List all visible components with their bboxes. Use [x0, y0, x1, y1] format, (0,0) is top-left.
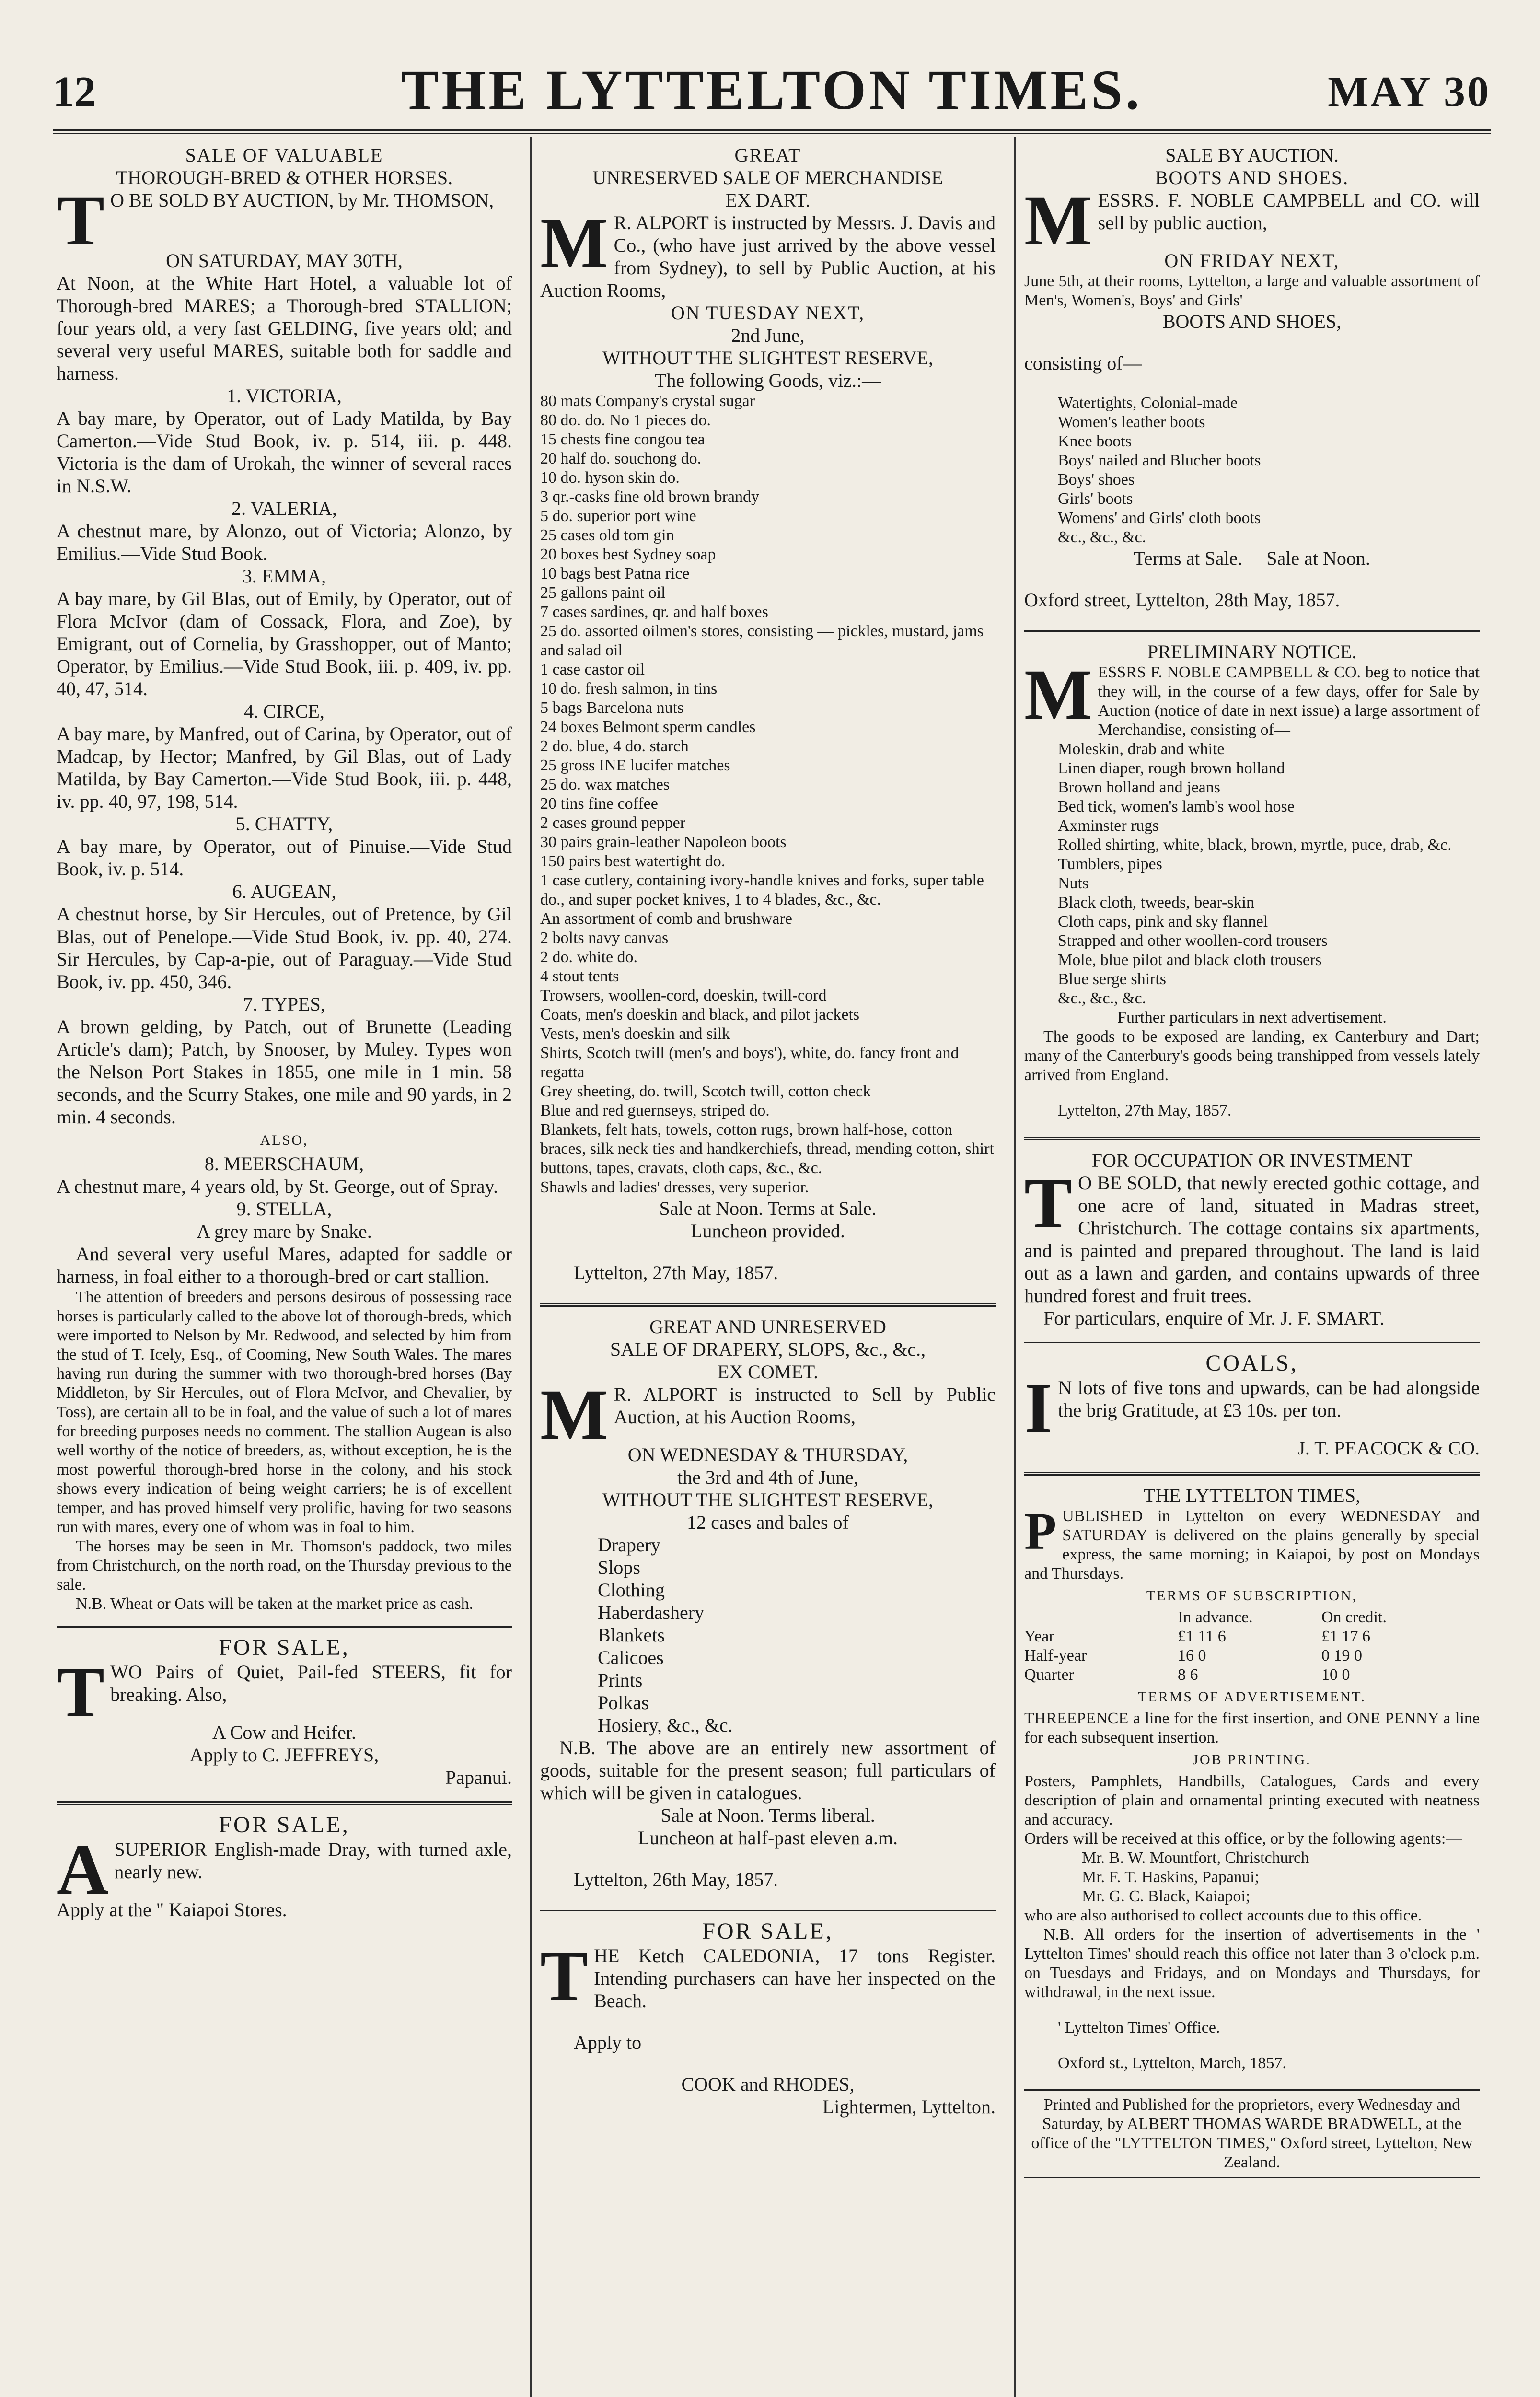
ad-line: Apply to C. JEFFREYS, — [189, 1744, 379, 1766]
column-2 — [540, 144, 996, 2118]
list-item: Grey sheeting, do. twill, Scotch twill, cotton check — [540, 1082, 871, 1100]
ad-heading: FOR SALE, — [702, 1919, 834, 1944]
ad-place-date: Oxford street, Lyttelton, 28th May, 1857. — [1024, 589, 1340, 611]
horse-pedigree: A grey mare by Snake. — [197, 1221, 372, 1242]
list-item: Blankets, felt hats, towels, cotton rugs, brown half-hose, cotton braces, silk neck ties and handkerchiefs, thread, mending cotton, shirt buttons, tapes, cravats, cloth caps, &c., &c. — [540, 1121, 994, 1177]
ad-date: the 3rd and 4th of June, — [677, 1466, 858, 1488]
ad-paragraph: For particulars, enquire of Mr. J. F. SMART. — [1043, 1307, 1385, 1329]
ad-lead: ESSRS. F. NOBLE CAMPBELL and CO. will sell by public auction, — [1098, 189, 1480, 233]
goods-list — [1024, 394, 1480, 547]
horse-pedigree: A chestnut mare, by Alonzo, out of Victoria; Alonzo, by Emilius.—Vide Stud Book. — [57, 520, 512, 564]
column-3 — [1024, 144, 1480, 2178]
list-item: Calicoes — [598, 1647, 664, 1668]
list-item: 25 gallons paint oil — [540, 584, 666, 602]
rate-label: Quarter — [1024, 1666, 1074, 1684]
rate-value: £1 11 6 — [1178, 1628, 1226, 1645]
list-item: An assortment of comb and brushware — [540, 910, 792, 928]
drop-cap: M — [540, 1375, 608, 1454]
ad-paragraph: N.B. The above are an entirely new assortment of goods, suitable for the present season; full particulars of which will be given in catalogues. — [540, 1737, 996, 1804]
list-item: Cloth caps, pink and sky flannel — [1058, 913, 1268, 931]
ad-reserve: WITHOUT THE SLIGHTEST RESERVE, — [602, 347, 934, 369]
ad-divider — [540, 1303, 996, 1307]
newspaper-title: THE LYTTELTON TIMES. — [401, 58, 1143, 121]
list-item: Haberdashery — [598, 1602, 705, 1623]
ad-terms: Sale at Noon. Terms liberal. — [660, 1804, 875, 1826]
ad-divider — [1024, 1472, 1480, 1476]
drop-cap: A — [57, 1830, 109, 1909]
rates-row — [1024, 1627, 1480, 1646]
goods-list — [1024, 740, 1480, 1008]
advertisement-heading: TERMS OF ADVERTISEMENT. — [1138, 1689, 1366, 1705]
list-item: Prints — [598, 1669, 643, 1691]
drop-cap: T — [57, 1652, 105, 1732]
horse-name: 9. STELLA, — [236, 1198, 332, 1220]
list-item: Knee boots — [1058, 432, 1132, 450]
office-line: ' Lyttelton Times' Office. — [1058, 2019, 1220, 2036]
list-item: 2 bolts navy canvas — [540, 929, 669, 947]
horse-pedigree: A bay mare, by Operator, out of Lady Matilda, by Bay Camerton.—Vide Stud Book, iv. p. 514, iii. p. 448. Victoria is the dam of Urokah, the winner of several races in N.S.W. — [57, 407, 512, 497]
ad-body: June 5th, at their rooms, Lyttelton, a large and valuable assortment of Men's, Women's, Boys' and Girls' — [1024, 272, 1480, 309]
list-item: Drapery — [598, 1534, 661, 1556]
ad-heading: SALE OF DRAPERY, SLOPS, &c., &c., — [610, 1338, 926, 1360]
ad-heading: FOR SALE, — [219, 1812, 350, 1838]
rates-col-header: In advance. — [1178, 1608, 1253, 1626]
masthead-rule — [53, 129, 1491, 134]
list-item: 30 pairs grain-leather Napoleon boots — [540, 833, 787, 851]
horse-pedigree: A brown gelding, by Patch, out of Brunette (Leading Article's dam); Patch, by Snooser, by Muley. Types won the Nelson Port Stakes in 1855, one mile in 1 min. 58 seconds, and the Scurry Stakes, one mile and 90 yards, in 2 min. 4 seconds. — [57, 1016, 512, 1128]
list-item: &c., &c., &c. — [1058, 528, 1146, 546]
list-item: Moleskin, drab and white — [1058, 740, 1225, 758]
horse-name: 1. VICTORIA, — [227, 385, 342, 407]
ad-paragraph: N.B. All orders for the insertion of advertisements in the ' Lyttelton Times' should reach this office not later than 3 o'clock p.m. on Tuesdays and Fridays, and on Mondays and Thursdays, for withdrawal, in the next issue. — [1024, 1926, 1480, 2001]
ad-divider — [1024, 630, 1480, 632]
list-item: 20 tins fine coffee — [540, 795, 658, 813]
ad-date: 2nd June, — [731, 325, 805, 346]
rate-value: 16 0 — [1178, 1647, 1206, 1664]
ad-reserve: WITHOUT THE SLIGHTEST RESERVE, — [602, 1489, 934, 1511]
drapery-sale-ad — [540, 1315, 996, 1891]
ad-heading: EX COMET. — [717, 1361, 819, 1383]
ad-divider — [1024, 1137, 1480, 1140]
list-item: 4 stout tents — [540, 967, 619, 985]
list-item: 1 case castor oil — [540, 661, 645, 678]
rate-value: 0 19 0 — [1321, 1647, 1362, 1664]
ad-heading: FOR SALE, — [219, 1635, 350, 1660]
ad-lead: R. ALPORT is instructed to Sell by Public Auction, at his Auction Rooms, — [614, 1384, 996, 1428]
agents-list — [1024, 1849, 1480, 1906]
page-number: 12 — [53, 68, 96, 116]
list-item: Axminster rugs — [1058, 817, 1159, 835]
merchandise-sale-ad — [540, 144, 996, 1284]
ad-date: ON FRIDAY NEXT, — [1164, 250, 1340, 271]
goods-list — [540, 392, 996, 909]
ad-place-date: Lyttelton, 27th May, 1857. — [574, 1262, 778, 1283]
also-label: ALSO, — [260, 1132, 309, 1148]
horse-pedigree: A bay mare, by Operator, out of Pinuise.—Vide Stud Book, iv. p. 514. — [57, 836, 512, 880]
ad-paragraph: N.B. Wheat or Oats will be taken at the market price as cash. — [76, 1595, 474, 1613]
list-item: 20 boxes best Sydney soap — [540, 546, 716, 563]
rate-value: 8 6 — [1178, 1666, 1198, 1684]
ad-line: A Cow and Heifer. — [212, 1722, 356, 1743]
list-item: 25 gross INE lucifer matches — [540, 756, 730, 774]
ad-line: Luncheon provided. — [690, 1220, 845, 1242]
ad-heading: GREAT — [734, 144, 801, 166]
list-item: Hosiery, &c., &c. — [598, 1714, 733, 1736]
drop-cap: M — [1024, 655, 1092, 734]
ad-subheading: BOOTS AND SHOES, — [1162, 311, 1342, 332]
list-item: Coats, men's doeskin and black, and pilot jackets — [540, 1006, 860, 1024]
ad-divider — [540, 1910, 996, 1911]
drop-cap: T — [1024, 1164, 1073, 1243]
rates-rows — [1024, 1627, 1480, 1685]
horse-name: 3. EMMA, — [242, 565, 326, 587]
list-item: Blankets — [598, 1624, 665, 1646]
list-item: Tumblers, pipes — [1058, 855, 1162, 873]
column-rule-2 — [1014, 137, 1016, 2397]
drop-cap: M — [540, 203, 608, 283]
ad-signature: Lightermen, Lyttelton. — [822, 2096, 996, 2118]
list-item: 7 cases sardines, qr. and half boxes — [540, 603, 768, 621]
ad-place-date: Lyttelton, 26th May, 1857. — [574, 1869, 778, 1890]
ad-paragraph: The horses may be seen in Mr. Thomson's paddock, two miles from Christchurch, on the north road, on the Thursday previous to the sale. — [57, 1537, 512, 1594]
boots-sale-ad — [1024, 144, 1480, 611]
list-item: 3 qr.-casks fine old brown brandy — [540, 488, 760, 506]
ad-paragraph: who are also authorised to collect accounts due to this office. — [1024, 1907, 1422, 1924]
column-1 — [57, 144, 512, 1921]
horse-pedigree: A chestnut mare, 4 years old, by St. George, out of Spray. — [57, 1175, 498, 1197]
list-item: 5 do. superior port wine — [540, 507, 696, 525]
agent-item: Mr. F. T. Haskins, Papanui; — [1082, 1868, 1260, 1886]
agent-item: Mr. G. C. Black, Kaiapoi; — [1082, 1887, 1251, 1905]
steers-sale-ad — [57, 1636, 512, 1789]
list-item: Bed tick, women's lamb's wool hose — [1058, 798, 1295, 815]
list-item: Shawls and ladies' dresses, very superior. — [540, 1178, 809, 1196]
ad-date: ON WEDNESDAY & THURSDAY, — [627, 1444, 908, 1466]
ad-lead: ESSRS F. NOBLE CAMPBELL & CO. beg to notice that they will, in the course of a few days, offer for Sale by Auction (notice of date in next issue) a large assortment of Merchandise, consisting of— — [1098, 663, 1480, 739]
list-item: 10 bags best Patna rice — [540, 565, 690, 582]
list-item: Womens' and Girls' cloth boots — [1058, 509, 1261, 527]
ad-line: consisting of— — [1024, 352, 1142, 374]
list-item: Strapped and other woollen-cord trousers — [1058, 932, 1328, 950]
list-item: Clothing — [598, 1579, 665, 1601]
ad-body: SUPERIOR English-made Dray, with turned axle, nearly new. — [114, 1838, 512, 1883]
subscription-heading: TERMS OF SUBSCRIPTION, — [1146, 1588, 1358, 1604]
ad-paragraph: Posters, Pamphlets, Handbills, Catalogues, Cards and every description of plain and ornamental printing executed with neatness and accuracy. — [1024, 1772, 1480, 1828]
list-item: Nuts — [1058, 874, 1089, 892]
ad-date: ON TUESDAY NEXT, — [671, 302, 865, 324]
rate-label: Year — [1024, 1628, 1054, 1645]
list-item: 25 cases old tom gin — [540, 526, 674, 544]
ad-signature: COOK and RHODES, — [681, 2073, 855, 2095]
job-printing-heading: JOB PRINTING. — [1193, 1752, 1311, 1768]
ad-divider — [57, 1626, 512, 1628]
ad-heading: GREAT AND UNRESERVED — [649, 1316, 886, 1338]
ad-heading: THE LYTTELTON TIMES, — [1144, 1485, 1360, 1506]
horse-pedigree: A bay mare, by Gil Blas, out of Emily, by Operator, out of Flora McIvor (dam of Cossack, Flora, and Zoe), by Emigrant, out of Cornelia, by Grasshopper, out of Manto; Operator, by Emilius.—Vide Stud Book, iii. p. 409, iv. pp. 40, 47, 514. — [57, 588, 512, 699]
list-item: Watertights, Colonial-made — [1058, 394, 1238, 412]
ad-line: 12 cases and bales of — [687, 1512, 849, 1533]
list-item: 24 boxes Belmont sperm candles — [540, 718, 756, 736]
issue-date: MAY 30 — [1328, 68, 1491, 116]
horse-name: 8. MEERSCHAUM, — [204, 1153, 364, 1175]
ad-body: HE Ketch CALEDONIA, 17 tons Register. Intending purchasers can have her inspected on the Beach. — [594, 1945, 996, 2012]
horse-name: 5. CHATTY, — [235, 813, 333, 835]
ad-divider — [1024, 1342, 1480, 1343]
list-item: Blue serge shirts — [1058, 970, 1167, 988]
imprint: Printed and Published for the proprietors, every Wednesday and Saturday, by ALBERT THOMAS WARDE BRADWELL, at the office of the "LYTTELTON TIMES," Oxford street, Lyttelton, New Zealand. — [1024, 2089, 1480, 2178]
list-item: 10 do. hyson skin do. — [540, 469, 680, 487]
drop-cap: I — [1024, 1368, 1053, 1448]
list-item: Boys' nailed and Blucher boots — [1058, 452, 1261, 469]
ad-heading: EX DART. — [725, 189, 811, 211]
list-item: Mole, blue pilot and black cloth trousers — [1058, 951, 1322, 969]
ad-signature: J. T. PEACOCK & CO. — [1297, 1437, 1480, 1459]
drop-cap: T — [540, 1936, 589, 2016]
list-item: 20 half do. souchong do. — [540, 450, 702, 467]
horse-name: 4. CIRCE, — [244, 700, 324, 722]
coals-ad — [1024, 1352, 1480, 1459]
list-item: 2 do. blue, 4 do. starch — [540, 737, 689, 755]
list-item: 25 do. wax matches — [540, 776, 670, 793]
list-item: Brown holland and jeans — [1058, 779, 1220, 796]
horse-pedigree: A bay mare, by Manfred, out of Carina, by Operator, out of Madcap, by Hector; Manfred, by Gil Blas, out of Lady Matilda, by Bay Camerton.—Vide Stud Book, iii. p. 448, iv. pp. 40, 97, 198, 514. — [57, 723, 512, 812]
goods-list — [540, 909, 996, 1197]
ad-heading: SALE OF VALUABLE — [185, 144, 383, 166]
list-item: 10 do. fresh salmon, in tins — [540, 680, 718, 698]
list-item: Rolled shirting, white, black, brown, myrtle, puce, drab, &c. — [1058, 836, 1452, 854]
masthead — [53, 58, 1491, 129]
list-item: Girls' boots — [1058, 490, 1133, 508]
ad-date: ON SATURDAY, MAY 30TH, — [166, 250, 403, 271]
list-item: Women's leather boots — [1058, 413, 1205, 431]
horse-pedigree: A chestnut horse, by Sir Hercules, out of Pretence, by Gil Blas, out of Penelope.—Vide Stud Book, iv. pp. 40, 274. Sir Hercules, by Cap-a-pie, out of Paraguay.—Vide Stud Book, iv. pp. 450, 346. — [57, 903, 512, 992]
list-item: Polkas — [598, 1692, 649, 1713]
rate-value: £1 17 6 — [1321, 1628, 1370, 1645]
cottage-sale-ad — [1024, 1149, 1480, 1329]
list-item: Blue and red guernseys, striped do. — [540, 1102, 770, 1119]
list-item: Trowsers, woollen-cord, doeskin, twill-cord — [540, 987, 827, 1004]
ad-place-date: Lyttelton, 27th May, 1857. — [1058, 1102, 1232, 1119]
ad-heading: SALE BY AUCTION. — [1165, 144, 1339, 166]
ad-terms: Sale at Noon. Terms at Sale. — [659, 1198, 877, 1219]
list-item: 80 mats Company's crystal sugar — [540, 392, 755, 410]
ad-paragraph: And several very useful Mares, adapted for saddle or harness, in foal either to a thorough-bred or cart stallion. — [57, 1243, 512, 1287]
ketch-sale-ad — [540, 1920, 996, 2118]
ad-signature: Papanui. — [445, 1767, 512, 1788]
list-item: Shirts, Scotch twill (men's and boys'), white, do. fancy front and regatta — [540, 1044, 959, 1081]
agent-item: Mr. B. W. Mountfort, Christchurch — [1082, 1849, 1309, 1867]
dray-sale-ad — [57, 1814, 512, 1921]
list-item: 150 pairs best watertight do. — [540, 852, 726, 870]
list-item: Slops — [598, 1557, 640, 1578]
rates-row — [1024, 1646, 1480, 1665]
list-item: Linen diaper, rough brown holland — [1058, 759, 1285, 777]
list-item: Vests, men's doeskin and silk — [540, 1025, 730, 1043]
rate-value: 10 0 — [1321, 1666, 1350, 1684]
horse-name: 6. AUGEAN, — [232, 881, 336, 902]
drop-cap: T — [57, 181, 105, 260]
ad-paragraph: The goods to be exposed are landing, ex Canterbury and Dart; many of the Canterbury's goods being transhipped from vessels lately arrived from England. — [1024, 1028, 1480, 1084]
rate-label: Half-year — [1024, 1647, 1087, 1664]
ad-paragraph: THREEPENCE a line for the first insertion, and ONE PENNY a line for each subsequent insertion. — [1024, 1710, 1480, 1746]
rates-row — [1024, 1665, 1480, 1685]
horse-sale-ad — [57, 144, 512, 1614]
horse-name: 7. TYPES, — [243, 993, 325, 1015]
publisher-notice — [1024, 1484, 1480, 2073]
ad-line: Luncheon at half-past eleven a.m. — [638, 1827, 898, 1849]
drop-cap: M — [1024, 181, 1092, 260]
ad-paragraph: The attention of breeders and persons desirous of possessing race horses is particularly called to the above lot of thorough-breds, which were imported to Nelson by Mr. Redwood, and selected by him from the stud of T. Icely, Esq., of Cooming, New South Wales. The mares having run during the summer with two thorough-bred horses (Bay Middleton, by Sir Hercules, out of Flora McIvor, and Chevalier, by Toss), are certain all to be in foal, and the value of such a lot of mares for breeding purposes needs no comment. The stallion Augean is also well worthy of the notice of breeders, as, without exception, he is the most powerful thorough-bred horse in the colony, and his stock shows every indication of being weight carriers; he is of excellent temper, and has proved himself very prolific, having for two seasons run with mares, every one of whom was in foal to him. — [57, 1288, 512, 1536]
list-item: 80 do. do. No 1 pieces do. — [540, 411, 711, 429]
ad-terms: Terms at Sale. Sale at Noon. — [1134, 547, 1370, 569]
goods-list — [540, 1534, 996, 1736]
ad-body: At Noon, at the White Hart Hotel, a valuable lot of Thorough-bred MARES; a Thorough-bred STALLION; four years old, a very fast GELDING, five years old; and several very useful MARES, suitable both for saddle and harness. — [57, 272, 512, 384]
list-item: 5 bags Barcelona nuts — [540, 699, 684, 717]
ad-lead: N lots of five tons and upwards, can be had alongside the brig Gratitude, at £3 10s. per ton. — [1058, 1377, 1480, 1421]
ad-paragraph: Orders will be received at this office, or by the following agents:— — [1024, 1830, 1462, 1848]
ad-heading: BOOTS AND SHOES. — [1155, 167, 1349, 188]
ad-heading: UNRESERVED SALE OF MERCHANDISE — [592, 167, 943, 188]
ad-heading: FOR OCCUPATION OR INVESTMENT — [1091, 1150, 1413, 1171]
ad-line: Apply at the " Kaiapoi Stores. — [57, 1899, 287, 1920]
list-item: &c., &c., &c. — [1058, 989, 1146, 1007]
list-item: 2 do. white do. — [540, 948, 638, 966]
rates-col-header: On credit. — [1321, 1608, 1387, 1626]
ad-lead: UBLISHED in Lyttelton on every WEDNESDAY and SATURDAY is delivered on the plains generally by special express, the same morning; in Kaiapoi, by post on Mondays and Thursdays. — [1024, 1507, 1480, 1582]
ad-line: Further particulars in next advertisement. — [1117, 1009, 1387, 1026]
ad-divider — [57, 1801, 512, 1805]
drop-cap: P — [1024, 1502, 1057, 1560]
list-item: 1 case cutlery, containing ivory-handle knives and forks, super table do., and super pocket knives, 1 to 4 blades, &c., &c. — [540, 872, 984, 908]
ad-lead: R. ALPORT is instructed by Messrs. J. Davis and Co., (who have just arrived by the above vessel from Sydney), to sell by Public Auction, at his Auction Rooms, — [540, 212, 996, 301]
ad-line: Apply to — [574, 2032, 642, 2053]
ad-heading: COALS, — [1205, 1350, 1298, 1376]
horse-name: 2. VALERIA, — [232, 498, 337, 519]
ad-lead: O BE SOLD BY AUCTION, by Mr. THOMSON, — [110, 189, 494, 211]
office-line: Oxford st., Lyttelton, March, 1857. — [1058, 2054, 1286, 2072]
preliminary-notice-ad — [1024, 640, 1480, 1120]
list-item: 2 cases ground pepper — [540, 814, 686, 832]
list-item: Boys' shoes — [1058, 471, 1135, 489]
subscription-rates — [1024, 1608, 1480, 1685]
ad-body: WO Pairs of Quiet, Pail-fed STEERS, fit for breaking. Also, — [110, 1661, 512, 1705]
list-item: Black cloth, tweeds, bear-skin — [1058, 894, 1255, 911]
list-item: 15 chests fine congou tea — [540, 431, 705, 448]
ad-heading: THOROUGH-BRED & OTHER HORSES. — [116, 167, 453, 188]
ad-line: The following Goods, viz.:— — [654, 370, 881, 391]
column-rule-1 — [530, 137, 532, 2397]
list-item: 25 do. assorted oilmen's stores, consisting — pickles, mustard, jams and salad oil — [540, 622, 984, 659]
ad-lead: O BE SOLD, that newly erected gothic cottage, and one acre of land, situated in Madras street, Christchurch. The cottage contains six apartments, and is painted and prepared throughout. The land is laid out as a lawn and garden, and contains upwards of three hundred forest and fruit trees. — [1024, 1172, 1480, 1306]
ad-heading: PRELIMINARY NOTICE. — [1147, 641, 1357, 663]
